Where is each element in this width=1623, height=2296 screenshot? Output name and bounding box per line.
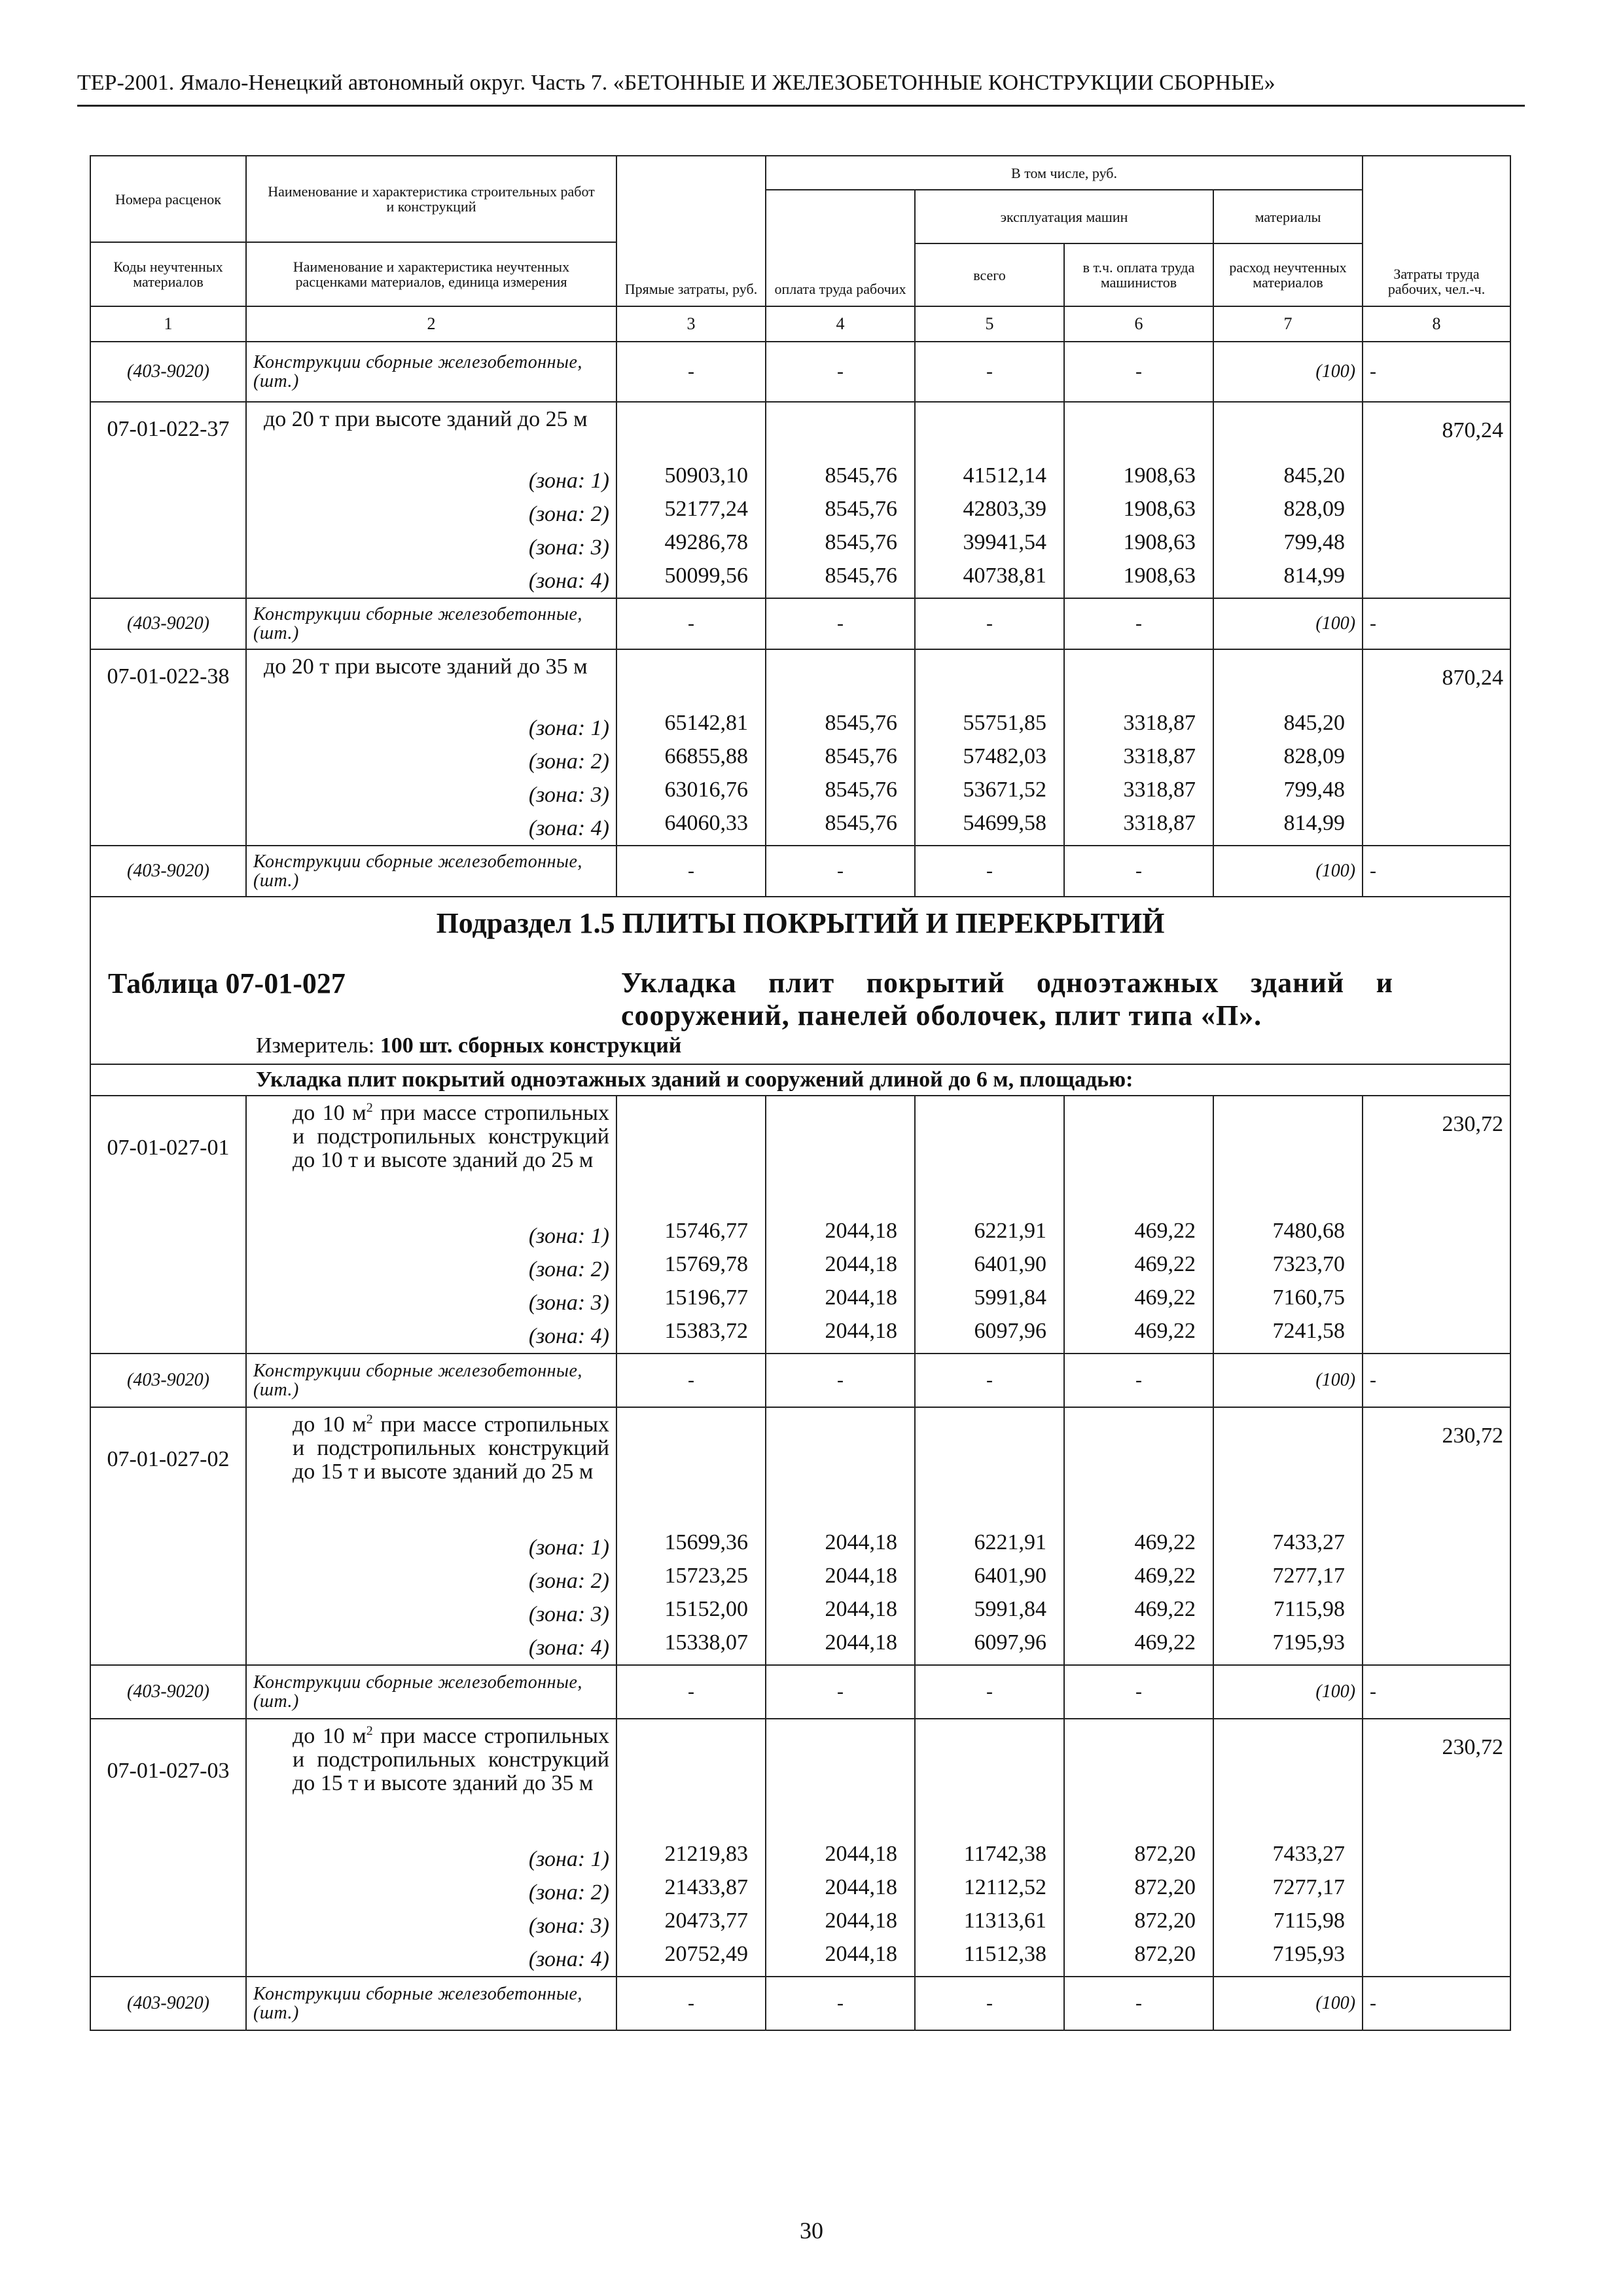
spacer [769,1719,905,1837]
desc-area-sup: 2 [366,1412,373,1427]
zone-value: 6221,91 [974,1219,1046,1243]
material-dash: - [1064,1354,1213,1407]
desc-area-sup: 2 [366,1723,373,1738]
zone-value: 3318,87 [1123,778,1196,802]
zone-value: 872,20 [1134,1909,1196,1933]
zone-value: 40738,81 [963,564,1046,588]
rate-row [90,1719,1510,1977]
zone-value: 7195,93 [1272,1942,1346,1966]
material-name: Конструкции сборные железобетонные, (шт.) [246,598,616,649]
material-row [90,846,1510,897]
rate-description [253,1719,609,1842]
header-workers-pay: оплата труда рабочих [766,190,915,306]
value-column-5 [915,1407,1064,1665]
value-column-3 [616,1096,766,1354]
rate-description [253,1408,609,1531]
material-qty: (100) [1213,846,1363,897]
zone-value: 6221,91 [974,1530,1046,1554]
spacer [918,1408,1054,1526]
spacer [620,1408,756,1526]
zone-value: 8545,76 [825,811,897,835]
zone-value: 21433,87 [664,1875,748,1899]
value-column-7 [1213,1407,1363,1665]
rate-code: 07-01-027-01 [90,1096,246,1354]
value-column-5 [915,402,1064,598]
zone-value: 2044,18 [825,1875,897,1899]
material-row [90,1354,1510,1407]
zone-label: (зона: 2) [528,749,609,774]
zone-value: 12112,52 [963,1875,1046,1899]
zone-value: 799,48 [1283,530,1346,554]
zone-value: 8545,76 [825,711,897,735]
value-column-7 [1213,649,1363,846]
spacer [769,1096,905,1214]
zone-label: (зона: 1) [528,1535,609,1560]
labor-costs: 870,24 [1363,649,1510,846]
zone-label: (зона: 3) [528,1291,609,1315]
zone-value: 8545,76 [825,463,897,488]
zone-value: 21219,83 [664,1842,748,1866]
material-code: (403-9020) [90,846,246,897]
page-number: 30 [800,2217,823,2244]
zone-value: 20752,49 [664,1942,748,1966]
material-name: Конструкции сборные железобетонные, (шт.) [246,1665,616,1719]
zone-label: (зона: 1) [528,1224,609,1248]
material-dash: - [1064,846,1213,897]
col-number-8: 8 [1363,306,1510,342]
spacer [620,403,756,459]
zone-value: 7115,98 [1273,1909,1346,1933]
zone-value: 20473,77 [664,1909,748,1933]
material-dash: - [616,598,766,649]
spacer [1067,403,1204,459]
spacer [918,650,1054,706]
spacer [1067,650,1204,706]
zone-value: 7241,58 [1272,1319,1346,1343]
zone-value: 52177,24 [664,497,748,521]
value-column-4 [766,1719,915,1977]
zone-label: (зона: 4) [528,1947,609,1971]
material-row [90,598,1510,649]
value-column-4 [766,402,915,598]
header-codes [90,156,246,306]
header-labor-costs: Затраты труда рабочих, чел.-ч. [1363,156,1510,306]
spacer [620,1719,756,1837]
measure-label: Измеритель: [256,1033,375,1058]
zone-value: 2044,18 [825,1909,897,1933]
zone-value: 1908,63 [1123,463,1196,488]
material-qty: (100) [1213,1665,1363,1719]
desc-rest: при массе стропильных и подстропильных конструкций до 15 т и высоте зданий до 25 м [293,1412,609,1484]
table-label: Таблица 07-01-027 [108,967,346,999]
zone-value: 469,22 [1134,1564,1196,1588]
zone-value: 49286,78 [664,530,748,554]
zone-value: 6401,90 [974,1252,1046,1276]
material-dash: - [1064,598,1213,649]
value-column-6 [1064,1719,1213,1977]
zone-label: (зона: 3) [528,1602,609,1626]
material-dash: - [915,598,1064,649]
spacer [769,1408,905,1526]
zone-value: 11742,38 [963,1842,1046,1866]
zone-value: 2044,18 [825,1942,897,1966]
zone-value: 1908,63 [1123,530,1196,554]
zone-value: 65142,81 [664,711,748,735]
zone-label: (зона: 1) [528,716,609,740]
table-caption: Укладка плит покрытий одноэтажных зданий и сооружений, панелей оболочек, плит типа «П». [621,967,1393,1031]
col-number-6: 6 [1064,306,1213,342]
zone-value: 2044,18 [825,1285,897,1310]
material-row [90,1977,1510,2030]
material-code: (403-9020) [90,1665,246,1719]
header-material-codes: Коды неучтенных материалов [113,259,223,290]
zone-value: 8545,76 [825,564,897,588]
section-heading [90,897,1510,1064]
zone-label: (зона: 3) [528,783,609,807]
rate-code: 07-01-027-02 [90,1407,246,1665]
value-column-3 [616,1719,766,1977]
spacer [918,1096,1054,1214]
zone-value: 11512,38 [963,1942,1046,1966]
zone-value: 5991,84 [974,1597,1046,1621]
zone-value: 7480,68 [1272,1219,1346,1243]
zone-value: 15746,77 [664,1219,748,1243]
rate-description [253,1096,609,1219]
material-code: (403-9020) [90,1977,246,2030]
labor-costs: 230,72 [1363,1096,1510,1354]
header-rate-numbers: Номера расценок [91,156,245,243]
rate-code: 07-01-022-38 [90,649,246,846]
zone-value: 50099,56 [664,564,748,588]
zone-value: 8545,76 [825,530,897,554]
header-direct-costs: Прямые затраты, руб. [616,156,766,306]
desc-area: до 10 м [293,1724,366,1748]
rate-row [90,649,1510,846]
spacer [1217,1408,1353,1526]
zone-value: 1908,63 [1123,497,1196,521]
zone-value: 11313,61 [963,1909,1046,1933]
value-column-4 [766,1096,915,1354]
material-qty: (100) [1213,1354,1363,1407]
zone-value: 42803,39 [963,497,1046,521]
header-including: В том числе, руб. [766,156,1363,190]
zone-label: (зона: 4) [528,1636,609,1660]
material-code: (403-9020) [90,342,246,402]
value-column-4 [766,649,915,846]
zone-value: 1908,63 [1123,564,1196,588]
zone-value: 469,22 [1134,1219,1196,1243]
section-heading-row [90,897,1510,1064]
spacer [769,403,905,459]
zone-value: 469,22 [1134,1285,1196,1310]
zone-value: 6097,96 [974,1319,1046,1343]
material-dash: - [1363,598,1510,649]
rate-description-cell [246,1719,616,1977]
zone-label: (зона: 2) [528,1257,609,1282]
spacer [1067,1719,1204,1837]
desc-area: до 10 м [293,1101,366,1125]
value-column-6 [1064,1096,1213,1354]
zone-label: (зона: 3) [528,1914,609,1938]
material-code: (403-9020) [90,598,246,649]
zone-value: 3318,87 [1123,811,1196,835]
value-column-6 [1064,402,1213,598]
labor-costs: 870,24 [1363,402,1510,598]
rate-description: до 20 т при высоте зданий до 25 м [264,407,588,431]
rate-description-cell [246,402,616,598]
zone-value: 15383,72 [664,1319,748,1343]
material-dash: - [1064,342,1213,402]
zone-value: 872,20 [1134,1842,1196,1866]
material-dash: - [1064,1977,1213,2030]
zone-value: 8545,76 [825,744,897,768]
rate-description: до 20 т при высоте зданий до 35 м [264,655,588,679]
spacer [1217,403,1353,459]
col-number-5: 5 [915,306,1064,342]
zone-value: 15152,00 [664,1597,748,1621]
material-name: Конструкции сборные железобетонные, (шт.) [246,1354,616,1407]
zone-value: 2044,18 [825,1530,897,1554]
zone-label: (зона: 2) [528,1569,609,1593]
header-divider [77,105,1525,107]
zone-value: 828,09 [1283,744,1346,768]
subtitle-row [90,1064,1510,1096]
material-dash: - [616,846,766,897]
desc-rest: при массе стропильных и подстропильных конструкций до 15 т и высоте зданий до 35 м [293,1724,609,1795]
col-number-1: 1 [90,306,246,342]
zone-value: 828,09 [1283,497,1346,521]
zone-label: (зона: 2) [528,1880,609,1905]
material-dash: - [1363,1665,1510,1719]
col-number-2: 2 [246,306,616,342]
header-materials: материалы [1213,190,1363,243]
rate-code: 07-01-022-37 [90,402,246,598]
header-machines-total: всего [915,243,1064,306]
material-dash: - [915,1977,1064,2030]
zone-value: 6097,96 [974,1630,1046,1655]
material-dash: - [1363,1977,1510,2030]
material-dash: - [766,598,915,649]
rate-row [90,1407,1510,1665]
zone-value: 814,99 [1283,811,1346,835]
value-column-7 [1213,1096,1363,1354]
zone-label: (зона: 3) [528,535,609,560]
material-dash: - [616,1354,766,1407]
labor-costs: 230,72 [1363,1719,1510,1977]
zone-value: 15723,25 [664,1564,748,1588]
rates-table [90,155,1511,2031]
spacer [620,650,756,706]
col-number-7: 7 [1213,306,1363,342]
measure-value: 100 шт. сборных конструкций [380,1033,682,1058]
material-dash: - [616,342,766,402]
zone-label: (зона: 4) [528,816,609,840]
spacer [1067,1408,1204,1526]
material-dash: - [915,846,1064,897]
material-dash: - [616,1977,766,2030]
zone-value: 63016,76 [664,778,748,802]
labor-costs: 230,72 [1363,1407,1510,1665]
value-column-5 [915,649,1064,846]
zone-label: (зона: 4) [528,1324,609,1348]
zone-value: 7160,75 [1272,1285,1346,1310]
zone-value: 469,22 [1134,1530,1196,1554]
zone-value: 5991,84 [974,1285,1046,1310]
zone-value: 2044,18 [825,1252,897,1276]
material-name: Конструкции сборные железобетонные, (шт.) [246,846,616,897]
material-dash: - [1363,342,1510,402]
value-column-7 [1213,402,1363,598]
header-material-name: Наименование и характеристика неучтенных расценками материалов, единица измерения [293,259,570,290]
material-dash: - [766,1977,915,2030]
spacer [620,1096,756,1214]
zone-value: 2044,18 [825,1319,897,1343]
rate-row [90,402,1510,598]
zone-value: 54699,58 [963,811,1046,835]
zone-value: 7433,27 [1272,1842,1346,1866]
value-column-4 [766,1407,915,1665]
zone-value: 66855,88 [664,744,748,768]
col-number-3: 3 [616,306,766,342]
material-dash: - [915,1354,1064,1407]
spacer [1067,1096,1204,1214]
material-dash: - [1363,846,1510,897]
zone-value: 6401,90 [974,1564,1046,1588]
material-row [90,342,1510,402]
zone-value: 2044,18 [825,1597,897,1621]
material-dash: - [915,342,1064,402]
zone-value: 3318,87 [1123,711,1196,735]
material-qty: (100) [1213,598,1363,649]
rate-description-cell [246,649,616,846]
zone-value: 7433,27 [1272,1530,1346,1554]
zone-value: 2044,18 [825,1564,897,1588]
table-title-row [91,958,1510,1033]
table-subtitle: Укладка плит покрытий одноэтажных зданий и сооружений длиной до 6 м, площадью: [90,1064,1510,1096]
zone-value: 469,22 [1134,1630,1196,1655]
value-column-3 [616,402,766,598]
zone-label: (зона: 2) [528,502,609,526]
zone-value: 872,20 [1134,1942,1196,1966]
material-dash: - [766,1354,915,1407]
zone-value: 845,20 [1283,711,1346,735]
desc-area: до 10 м [293,1412,366,1437]
measure-line [91,1033,1510,1064]
spacer [918,1719,1054,1837]
material-qty: (100) [1213,1977,1363,2030]
desc-area-sup: 2 [366,1100,373,1115]
zone-value: 7115,98 [1273,1597,1346,1621]
zone-value: 8545,76 [825,497,897,521]
zone-value: 814,99 [1283,564,1346,588]
zone-value: 7195,93 [1272,1630,1346,1655]
zone-value: 57482,03 [963,744,1046,768]
header-unaccounted-materials: расход неучтенных материалов [1213,243,1363,306]
value-column-3 [616,1407,766,1665]
rate-code: 07-01-027-03 [90,1719,246,1977]
value-column-5 [915,1719,1064,1977]
material-qty: (100) [1213,342,1363,402]
rate-row [90,1096,1510,1354]
zone-value: 55751,85 [963,711,1046,735]
zone-label: (зона: 4) [528,569,609,593]
zone-value: 15196,77 [664,1285,748,1310]
section-title: Подраздел 1.5 ПЛИТЫ ПОКРЫТИЙ И ПЕРЕКРЫТИЙ [436,907,1165,939]
value-column-5 [915,1096,1064,1354]
zone-value: 64060,33 [664,811,748,835]
rate-description-cell [246,1407,616,1665]
zone-value: 845,20 [1283,463,1346,488]
zone-value: 2044,18 [825,1842,897,1866]
material-dash: - [766,846,915,897]
zone-value: 41512,14 [963,463,1046,488]
spacer [918,403,1054,459]
zone-value: 872,20 [1134,1875,1196,1899]
zone-value: 15769,78 [664,1252,748,1276]
material-dash: - [1064,1665,1213,1719]
zone-value: 15699,36 [664,1530,748,1554]
zone-label: (зона: 1) [528,1847,609,1871]
header-machines: эксплуатация машин [915,190,1213,243]
value-column-7 [1213,1719,1363,1977]
zone-label: (зона: 1) [528,469,609,493]
desc-rest: при массе стропильных и подстропильных конструкций до 10 т и высоте зданий до 25 м [293,1101,609,1172]
header-work-name: Наименование и характеристика строительных работ и конструкций [247,156,616,243]
zone-value: 7277,17 [1272,1564,1346,1588]
zone-value: 53671,52 [963,778,1046,802]
zone-value: 469,22 [1134,1252,1196,1276]
zone-value: 3318,87 [1123,744,1196,768]
material-dash: - [766,1665,915,1719]
zone-value: 799,48 [1283,778,1346,802]
zone-value: 7277,17 [1272,1875,1346,1899]
value-column-3 [616,649,766,846]
material-row [90,1665,1510,1719]
material-dash: - [616,1665,766,1719]
col-number-4: 4 [766,306,915,342]
value-column-6 [1064,1407,1213,1665]
header-machinists-pay: в т.ч. оплата труда машинистов [1064,243,1213,306]
zone-value: 469,22 [1134,1597,1196,1621]
value-column-6 [1064,649,1213,846]
material-name: Конструкции сборные железобетонные, (шт.) [246,342,616,402]
page-header: ТЕР-2001. Ямало-Ненецкий автономный округ. Часть 7. «БЕТОННЫЕ И ЖЕЛЕЗОБЕТОННЫЕ КОНСТРУКЦИИ СБОРНЫЕ» [77,71,1275,95]
material-dash: - [915,1665,1064,1719]
zone-value: 8545,76 [825,778,897,802]
rate-description-cell [246,1096,616,1354]
spacer [1217,1096,1353,1214]
header-names [246,156,616,306]
spacer [1217,1719,1353,1837]
zone-value: 7323,70 [1272,1252,1346,1276]
material-dash: - [1363,1354,1510,1407]
zone-value: 2044,18 [825,1630,897,1655]
zone-value: 39941,54 [963,530,1046,554]
spacer [769,650,905,706]
material-code: (403-9020) [90,1354,246,1407]
zone-value: 50903,10 [664,463,748,488]
zone-value: 2044,18 [825,1219,897,1243]
zone-value: 469,22 [1134,1319,1196,1343]
material-name: Конструкции сборные железобетонные, (шт.) [246,1977,616,2030]
zone-value: 15338,07 [664,1630,748,1655]
material-dash: - [766,342,915,402]
spacer [1217,650,1353,706]
